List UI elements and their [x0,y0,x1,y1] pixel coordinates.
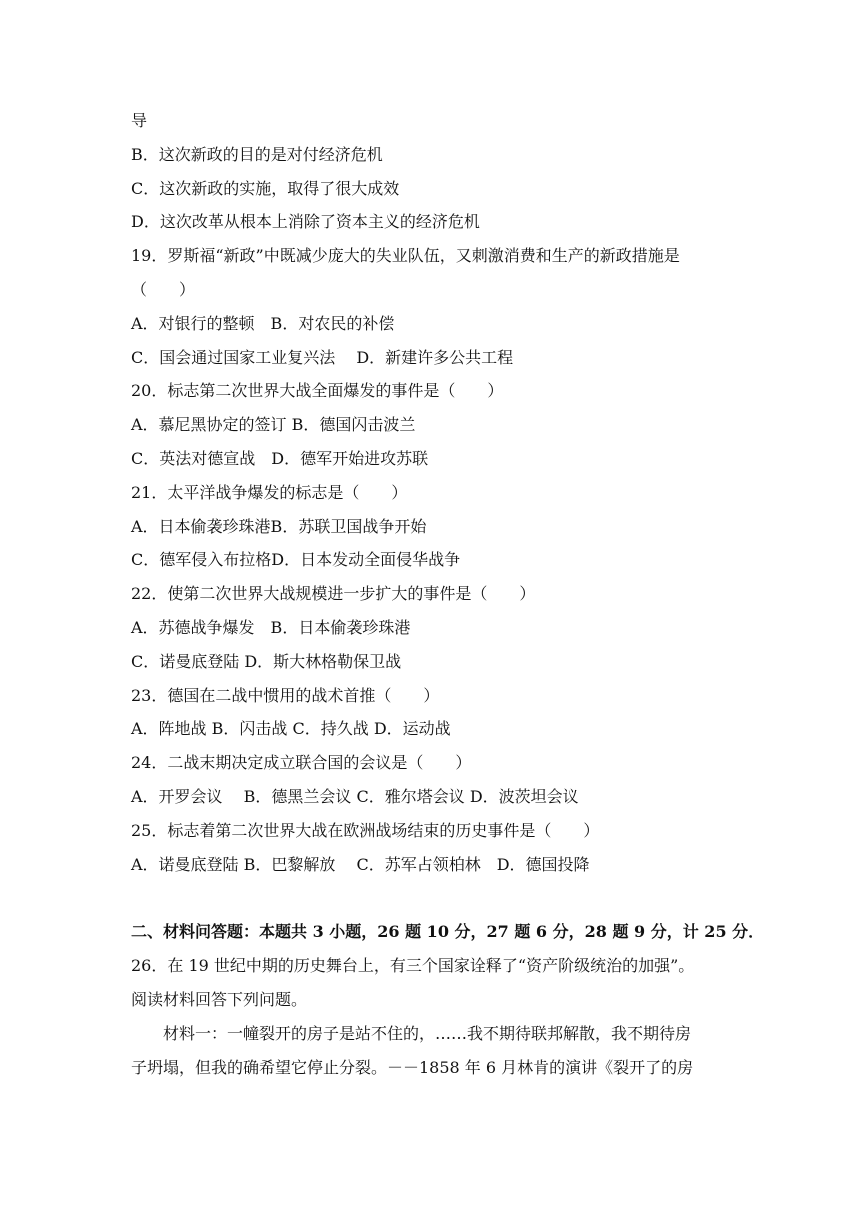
option-b: B．这次新政的目的是对付经济危机 [131,145,383,164]
options-cd: C．英法对德宣战 D．德军开始进攻苏联 [131,449,429,468]
question-21: 21．太平洋战争爆发的标志是（ ） [131,483,408,502]
option-c: C．这次新政的实施，取得了很大成效 [131,179,400,198]
options-ab: A．日本偷袭珍珠港B．苏联卫国战争开始 [131,517,427,536]
question-25: 25．标志着第二次世界大战在欧洲战场结束的历史事件是（ ） [131,821,600,840]
question-26: 26．在 19 世纪中期的历史舞台上，有三个国家诠释了“资产阶级统治的加强”。 [131,956,695,975]
material-one-cont: 子坍塌，但我的确希望它停止分裂。－－1858 年 6 月林肯的演讲《裂开了的房 [131,1058,694,1077]
option-d: D．这次改革从根本上消除了资本主义的经济危机 [131,212,480,231]
material-one: 材料一：一幢裂开的房子是站不住的，……我不期待联邦解散，我不期待房 [163,1024,692,1043]
options-cd: C．诺曼底登陆 D．斯大林格勒保卫战 [131,652,402,671]
question-22: 22．使第二次世界大战规模进一步扩大的事件是（ ） [131,584,536,603]
options-cd: C．国会通过国家工业复兴法 D．新建许多公共工程 [131,348,514,367]
options-ab: A．慕尼黑协定的签订 B．德国闪击波兰 [131,415,416,434]
question-20: 20．标志第二次世界大战全面爆发的事件是（ ） [131,381,504,400]
question-23: 23．德国在二战中惯用的战术首推（ ） [131,686,440,705]
text-line: 导 [131,111,148,130]
instruction: 阅读材料回答下列问题。 [131,990,308,1009]
options-abcd: A．阵地战 B．闪击战 C．持久战 D．运动战 [131,719,451,738]
options-ab: A．对银行的整顿 B．对农民的补偿 [131,314,395,333]
answer-blank: （ ） [131,280,196,299]
options-abcd: A．诺曼底登陆 B．巴黎解放 C．苏军占领柏林 D．德国投降 [131,855,590,874]
question-24: 24．二战末期决定成立联合国的会议是（ ） [131,753,472,772]
question-19: 19．罗斯福“新政”中既减少庞大的失业队伍，又刺激消费和生产的新政措施是 [131,246,680,265]
options-abcd: A．开罗会议 B．德黑兰会议 C．雅尔塔会议 D．波茨坦会议 [131,787,579,806]
options-ab: A．苏德战争爆发 B．日本偷袭珍珠港 [131,618,411,637]
section-heading: 二、材料问答题：本题共 3 小题，26 题 10 分，27 题 6 分，28 题 9 分，计 25 分． [131,922,765,941]
options-cd: C．德军侵入布拉格D．日本发动全面侵华战争 [131,550,461,569]
